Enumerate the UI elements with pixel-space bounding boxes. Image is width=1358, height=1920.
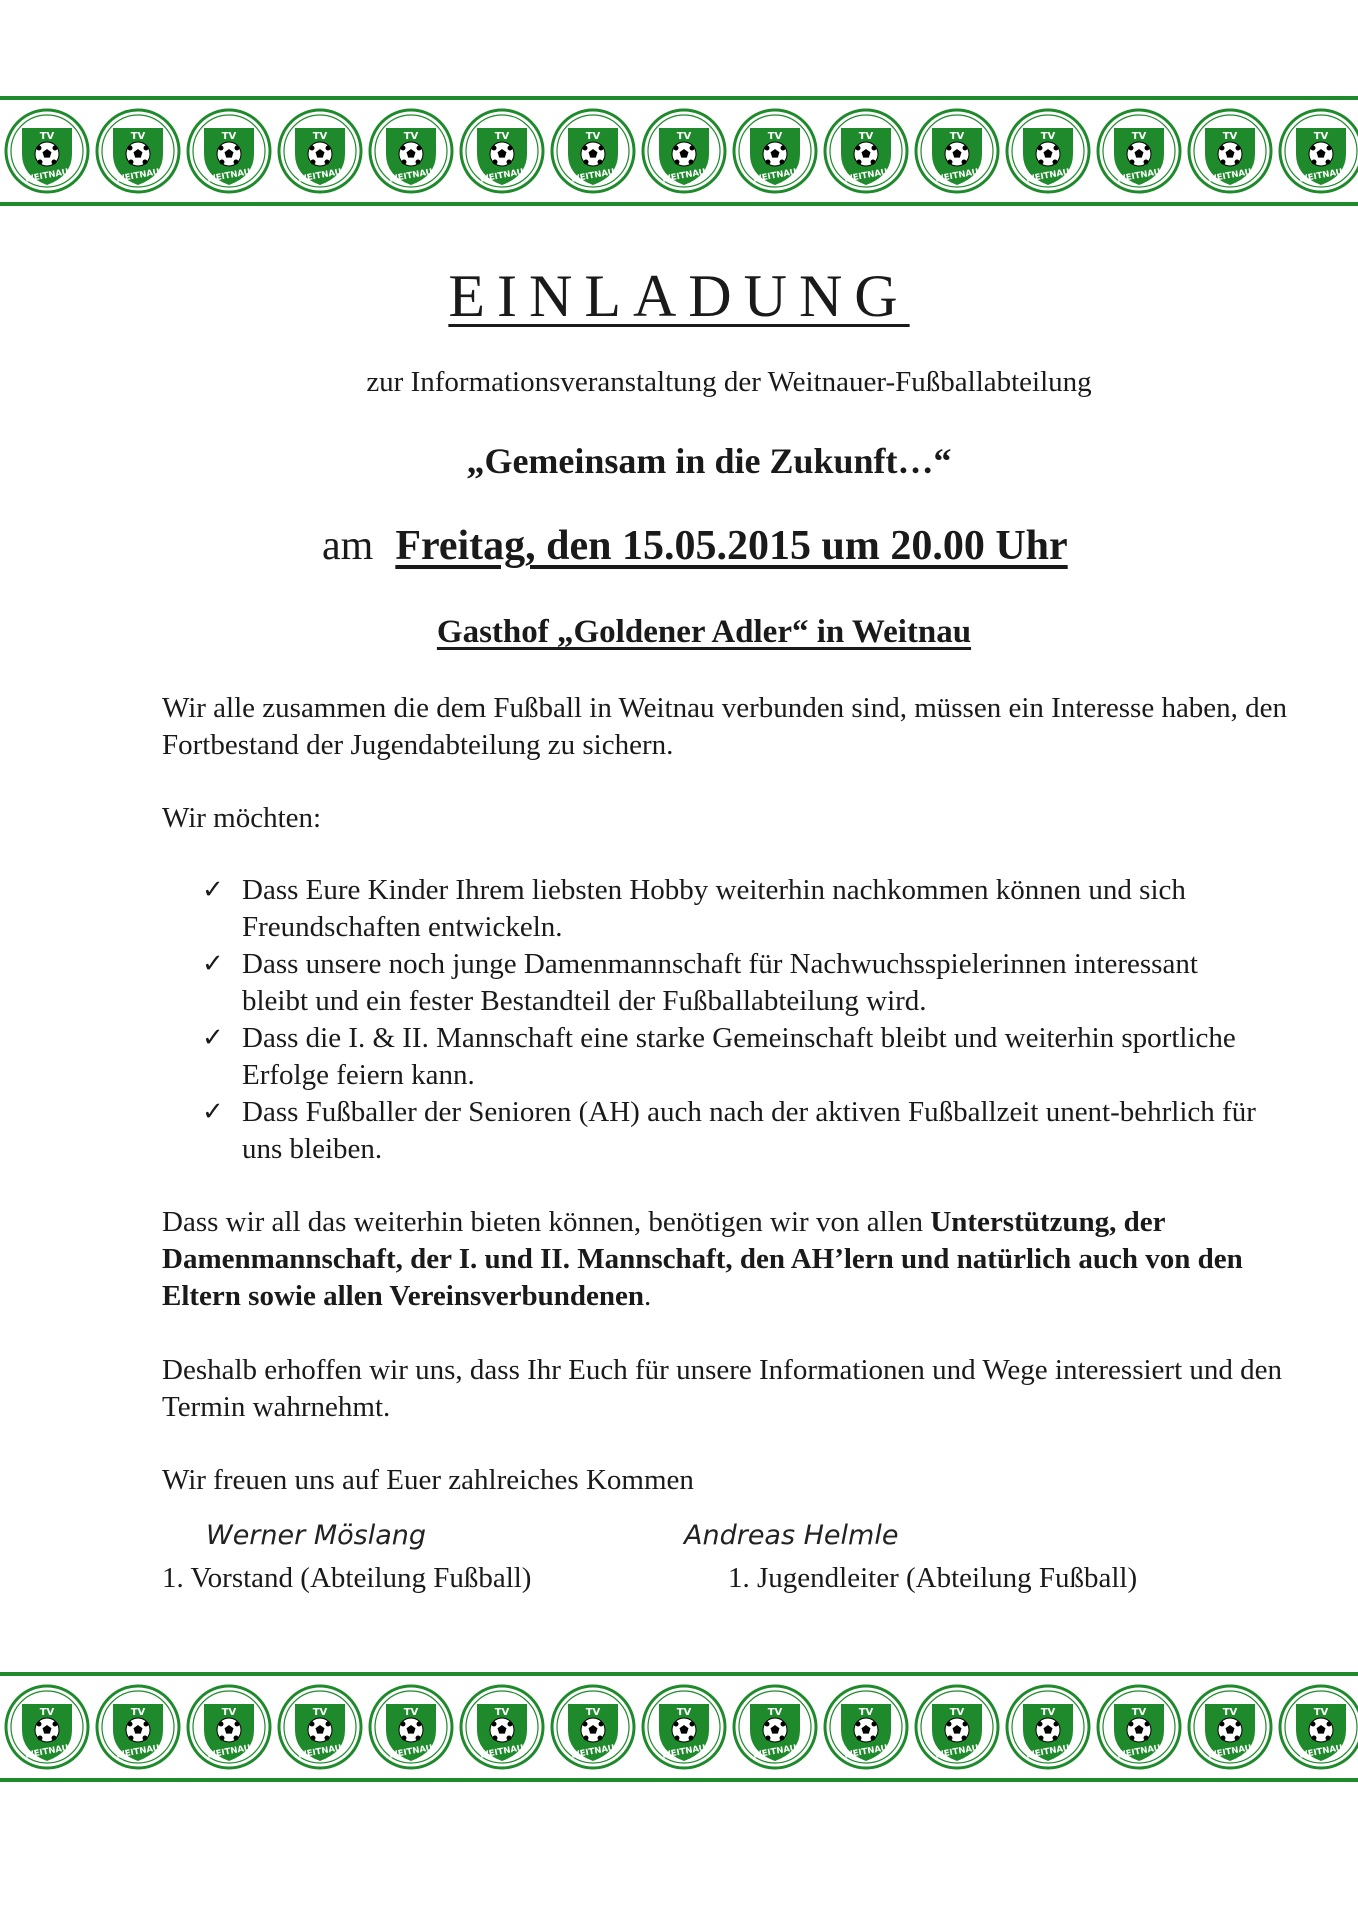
svg-text:TV: TV (767, 1707, 783, 1718)
svg-text:TV: TV (858, 131, 874, 142)
svg-text:WEITNAU: WEITNAU (660, 1743, 707, 1761)
club-logo-icon (368, 108, 454, 194)
svg-text:TV: TV (949, 1707, 965, 1718)
svg-text:WEITNAU: WEITNAU (751, 167, 798, 185)
svg-text:TV: TV (221, 1707, 237, 1718)
banner-line (0, 202, 1358, 206)
club-logo-icon (4, 108, 90, 194)
club-logo-icon (914, 108, 1000, 194)
svg-text:TV: TV (494, 1707, 510, 1718)
svg-text:WEITNAU: WEITNAU (842, 1743, 889, 1761)
svg-text:TV: TV (676, 1707, 692, 1718)
svg-text:WEITNAU: WEITNAU (205, 167, 252, 185)
svg-text:TV: TV (1222, 131, 1238, 142)
svg-text:WEITNAU: WEITNAU (1297, 1743, 1344, 1761)
svg-text:WEITNAU: WEITNAU (933, 1743, 980, 1761)
hope-paragraph: Deshalb erhoffen wir uns, dass Ihr Euch für unsere Informationen und Wege interessiert und den Termin wahrnehmt. (162, 1354, 1283, 1423)
svg-text:WEITNAU: WEITNAU (23, 167, 70, 185)
checkmark-icon: ✓ (202, 875, 224, 905)
club-logo-icon (459, 1684, 545, 1770)
page-title: EINLADUNG (448, 263, 910, 329)
club-logo-icon (1187, 108, 1273, 194)
svg-text:WEITNAU: WEITNAU (1115, 167, 1162, 185)
club-logo-icon (732, 1684, 818, 1770)
club-logo-icon (1278, 108, 1358, 194)
club-logo-icon (732, 108, 818, 194)
signature-1: Werner Möslang (206, 1520, 426, 1551)
club-logo-icon (1005, 108, 1091, 194)
svg-text:TV: TV (403, 1707, 419, 1718)
svg-text:WEITNAU: WEITNAU (296, 167, 343, 185)
club-logo-icon (186, 1684, 272, 1770)
svg-text:TV: TV (1131, 131, 1147, 142)
svg-text:WEITNAU: WEITNAU (933, 167, 980, 185)
list-item: ✓ Dass Eure Kinder Ihrem liebsten Hobby weiterhin nachkommen können und sich Freundschaften entwickeln. (202, 874, 1186, 943)
svg-text:TV: TV (1222, 1707, 1238, 1718)
logo-row (4, 108, 1358, 194)
svg-text:WEITNAU: WEITNAU (1024, 167, 1071, 185)
date-prefix: am (322, 523, 374, 569)
svg-text:TV: TV (312, 1707, 328, 1718)
svg-text:WEITNAU: WEITNAU (478, 1743, 525, 1761)
svg-text:TV: TV (39, 1707, 55, 1718)
svg-text:WEITNAU: WEITNAU (387, 167, 434, 185)
club-logo-icon (823, 1684, 909, 1770)
role-1: 1. Vorstand (Abteilung Fußball) (162, 1562, 532, 1594)
svg-text:TV: TV (1040, 131, 1056, 142)
svg-text:TV: TV (221, 131, 237, 142)
svg-text:WEITNAU: WEITNAU (1206, 1743, 1253, 1761)
svg-text:TV: TV (1040, 1707, 1056, 1718)
svg-text:WEITNAU: WEITNAU (23, 1743, 70, 1761)
svg-text:WEITNAU: WEITNAU (387, 1743, 434, 1761)
svg-text:WEITNAU: WEITNAU (751, 1743, 798, 1761)
club-logo-icon (459, 108, 545, 194)
svg-text:TV: TV (767, 131, 783, 142)
banner-line (0, 96, 1358, 100)
support-paragraph: Dass wir all das weiterhin bieten können, benötigen wir von allen Unterstützung, der Damenmannschaft, der I. und II. Mannschaft, den AH’lern und natürlich auch von den Eltern sowie allen Vereinsverbundenen. (162, 1206, 1243, 1312)
signature-2: Andreas Helmle (684, 1520, 899, 1551)
svg-text:TV: TV (949, 131, 965, 142)
svg-text:WEITNAU: WEITNAU (478, 167, 525, 185)
wish-heading: Wir möchten: (162, 802, 322, 834)
club-logo-icon (277, 1684, 363, 1770)
svg-text:TV: TV (1313, 1707, 1329, 1718)
motto: „Gemeinsam in die Zukunft…“ (466, 441, 952, 481)
wish-list (202, 872, 1262, 1168)
club-logo-icon (1096, 108, 1182, 194)
club-logo-icon (277, 108, 363, 194)
club-logo-icon (1278, 1684, 1358, 1770)
club-logo-icon (1005, 1684, 1091, 1770)
club-logo-icon (641, 1684, 727, 1770)
club-logo-icon (823, 108, 909, 194)
svg-text:TV: TV (130, 131, 146, 142)
club-logo-icon (550, 1684, 636, 1770)
top-logo-banner (0, 96, 1358, 206)
club-logo-icon (1096, 1684, 1182, 1770)
svg-text:TV: TV (494, 131, 510, 142)
svg-text:TV: TV (403, 131, 419, 142)
club-logo-icon (1187, 1684, 1273, 1770)
svg-text:WEITNAU: WEITNAU (296, 1743, 343, 1761)
club-logo-icon (95, 108, 181, 194)
club-logo-icon (95, 1684, 181, 1770)
list-item: ✓ Dass Fußballer der Senioren (AH) auch nach der aktiven Fußballzeit unent-behrlich für uns bleiben. (202, 1096, 1256, 1165)
event-date (322, 522, 1068, 570)
venue: Gasthof „Goldener Adler“ in Weitnau (436, 614, 972, 650)
closing-line: Wir freuen uns auf Euer zahlreiches Kommen (162, 1464, 694, 1496)
svg-text:WEITNAU: WEITNAU (842, 167, 889, 185)
svg-text:TV: TV (676, 131, 692, 142)
svg-text:TV: TV (585, 1707, 601, 1718)
logo-row (4, 1684, 1358, 1770)
checkmark-icon: ✓ (202, 1097, 224, 1127)
svg-text:WEITNAU: WEITNAU (1024, 1743, 1071, 1761)
club-logo-icon (368, 1684, 454, 1770)
club-logo-icon (186, 108, 272, 194)
svg-text:WEITNAU: WEITNAU (1206, 167, 1253, 185)
list-item: ✓ Dass die I. & II. Mannschaft eine starke Gemeinschaft bleibt und weiterhin sportliche Erfolge feiern kann. (202, 1022, 1236, 1091)
club-logo-icon (4, 1684, 90, 1770)
banner-line (0, 1672, 1358, 1676)
svg-text:TV: TV (858, 1707, 874, 1718)
checkmark-icon: ✓ (202, 949, 224, 979)
date-main: Freitag, den 15.05.2015 um 20.00 Uhr (395, 523, 1068, 569)
list-item: ✓ Dass unsere noch junge Damenmannschaft für Nachwuchsspielerinnen interessant bleibt und ein fester Bestandteil der Fußballabteilung wird. (202, 948, 1198, 1017)
svg-text:WEITNAU: WEITNAU (1115, 1743, 1162, 1761)
banner-line (0, 1778, 1358, 1782)
svg-text:WEITNAU: WEITNAU (1297, 167, 1344, 185)
club-logo-icon (550, 108, 636, 194)
svg-text:TV: TV (585, 131, 601, 142)
svg-text:WEITNAU: WEITNAU (114, 1743, 161, 1761)
subtitle: zur Informationsveranstaltung der Weitnauer-Fußballabteilung (366, 366, 1092, 398)
svg-text:TV: TV (1131, 1707, 1147, 1718)
svg-text:TV: TV (1313, 131, 1329, 142)
role-2: 1. Jugendleiter (Abteilung Fußball) (728, 1562, 1138, 1594)
svg-text:TV: TV (39, 131, 55, 142)
svg-text:TV: TV (312, 131, 328, 142)
checkmark-icon: ✓ (202, 1023, 224, 1053)
svg-text:TV: TV (130, 1707, 146, 1718)
club-logo-icon (641, 108, 727, 194)
bottom-logo-banner (0, 1672, 1358, 1782)
svg-text:WEITNAU: WEITNAU (114, 167, 161, 185)
svg-text:WEITNAU: WEITNAU (569, 167, 616, 185)
svg-text:WEITNAU: WEITNAU (205, 1743, 252, 1761)
club-logo-icon (914, 1684, 1000, 1770)
intro-paragraph: Wir alle zusammen die dem Fußball in Weitnau verbunden sind, müssen ein Interesse haben, den Fortbestand der Jugendabteilung zu sichern. (162, 692, 1288, 761)
svg-text:WEITNAU: WEITNAU (660, 167, 707, 185)
svg-text:WEITNAU: WEITNAU (569, 1743, 616, 1761)
